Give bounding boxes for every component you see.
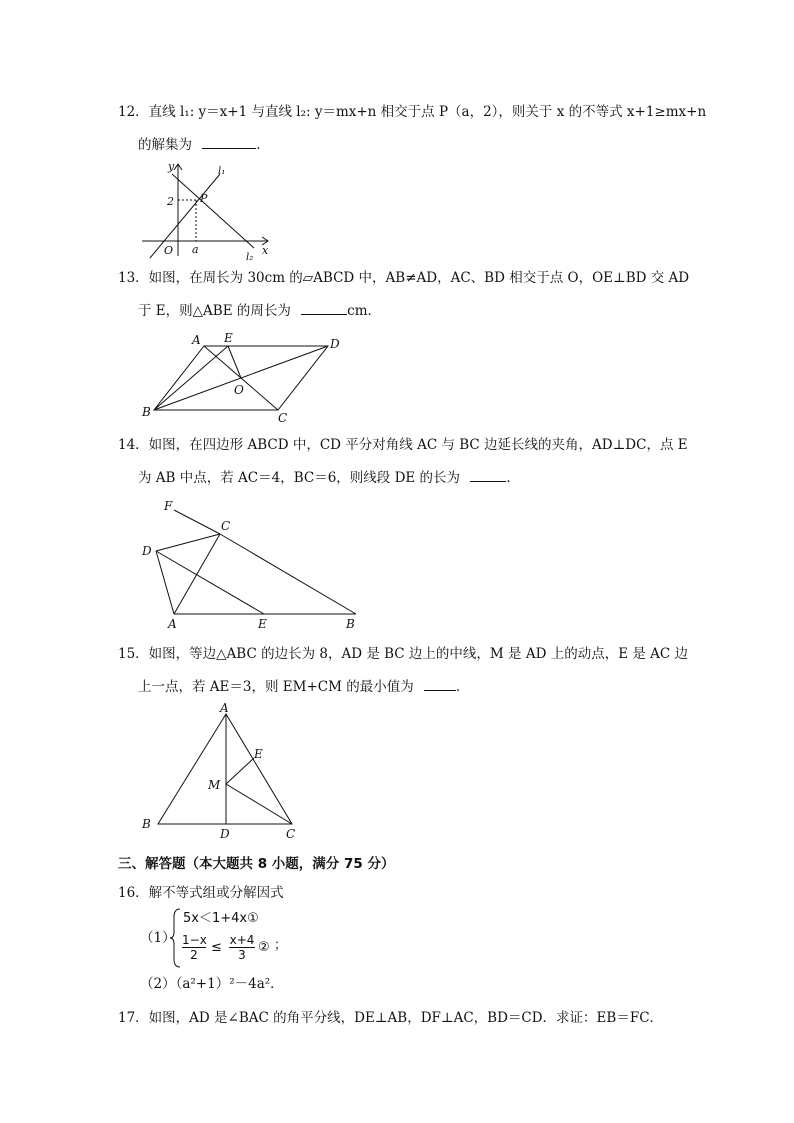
q14-line1: 14．如图，在四边形 ABCD 中，CD 平分对角线 AC 与 BC 边延长线的夹角，AD⊥DC，点 E [118,437,688,453]
q13-segment-be [154,346,228,410]
q15-figure [136,700,306,842]
q14-line-ac [174,534,220,614]
q14-label-c: C [221,519,231,533]
q15-label-a: A [220,701,229,715]
q14-label-b: B [346,617,355,631]
q15-line2-end: ． [456,679,470,695]
q13-line1: 13．如图，在周长为 30cm 的▱ABCD 中，AB≠AD，AC、BD 相交于点 O，OE⊥BD 交 AD [118,270,690,286]
q12-line-l1 [150,174,220,258]
q12-label-y: y [168,160,175,173]
q12-label-a: a [192,243,199,256]
section-3-heading: 三、解答题（本大题共 8 小题，满分 75 分） [118,856,395,872]
q12-line2 [138,136,270,153]
q14-label-e: E [258,617,267,631]
q12-label-p: P [200,192,208,205]
q13-label-d: D [330,337,340,351]
q16-le-sign: ≤ [211,940,222,955]
q15-label-b: B [142,817,151,831]
q15-answer-blank[interactable] [424,678,456,691]
q12-label-2: 2 [167,195,174,208]
q13-line2-post: cm． [347,303,382,319]
q14-answer-blank[interactable] [470,469,506,482]
q12-line2-text: 的解集为 [138,137,192,153]
q13-label-b: B [142,405,151,419]
q16-fraction-2-den: 3 [238,948,246,962]
q16-part-2: （2）（a²+1）²－4a²． [140,976,284,992]
q17-line1: 17．如图，AD 是∠BAC 的角平分线，DE⊥AB，DF⊥AC，BD＝CD．求证：EB＝FC． [118,1010,664,1026]
q16-inequality-1: 5x＜1+4x① [183,911,259,926]
q13-segment-oe [228,346,241,378]
q16-fraction-1-num: 1−x [182,933,207,947]
q12-figure [136,158,276,264]
q16-fraction-2-num: x+4 [229,933,255,947]
q12-line-l2 [172,174,254,248]
q15-segment-me [226,758,254,784]
q12-label-l2: l₂ [246,252,254,263]
q16-brace-icon [170,907,182,969]
q15-line2-text: 上一点，若 AE＝3，则 EM+CM 的最小值为 [138,679,414,695]
q15-label-d: D [220,827,230,841]
q13-line2-pre: 于 E，则△ABE 的周长为 [138,303,291,319]
q14-line-cb [220,534,356,614]
q12-label-o: O [164,244,174,257]
q15-label-c: C [286,827,296,841]
q12-answer-blank[interactable] [202,136,256,149]
q14-line-de [156,551,264,614]
q14-label-f: F [164,499,173,513]
q14-line2-text: 为 AB 中点，若 AC＝4，BC＝6，则线段 DE 的长为 [138,470,461,486]
q15-label-m: M [208,778,221,792]
q16-circle-2: ② [258,940,270,955]
q14-line2-end: ． [506,470,520,486]
q13-label-o: O [234,383,244,397]
q14-line-fc [174,510,220,534]
q13-line2 [138,302,381,319]
q15-label-e: E [254,747,263,761]
q12-line2-end: ． [256,137,270,153]
q16-title: 16．解不等式组或分解因式 [118,885,284,901]
q15-line2 [138,678,470,695]
q12-line1: 12．直线 l₁: y＝x+1 与直线 l₂: y＝mx+n 相交于点 P（a，2），则关于 x 的不等式 x+1≥mx+n [118,104,707,120]
q15-segment-mc [226,784,292,824]
q13-label-a: A [192,333,201,347]
q14-label-d: D [142,544,152,558]
q16-fraction-1-den: 2 [190,948,198,962]
q14-line2 [138,469,520,486]
q14-label-a: A [168,617,177,631]
q16-fraction-1 [182,933,206,963]
q15-triangle-abc [158,714,292,824]
q16-semicolon: ； [274,938,288,953]
q13-label-c: C [278,411,288,424]
q13-figure [136,332,356,424]
q16-part1-label: （1） [140,930,176,946]
q12-label-l1: l₁ [218,166,226,177]
q14-figure [136,496,366,636]
q15-line1: 15．如图，等边△ABC 的边长为 8，AD 是 BC 边上的中线，M 是 AD 上的动点，E 是 AC 边 [118,646,689,662]
q16-fraction-2 [229,933,255,963]
q13-answer-blank[interactable] [301,302,347,315]
q13-label-e: E [224,332,233,345]
q12-label-x: x [262,244,269,257]
q14-line-dc [156,534,220,551]
